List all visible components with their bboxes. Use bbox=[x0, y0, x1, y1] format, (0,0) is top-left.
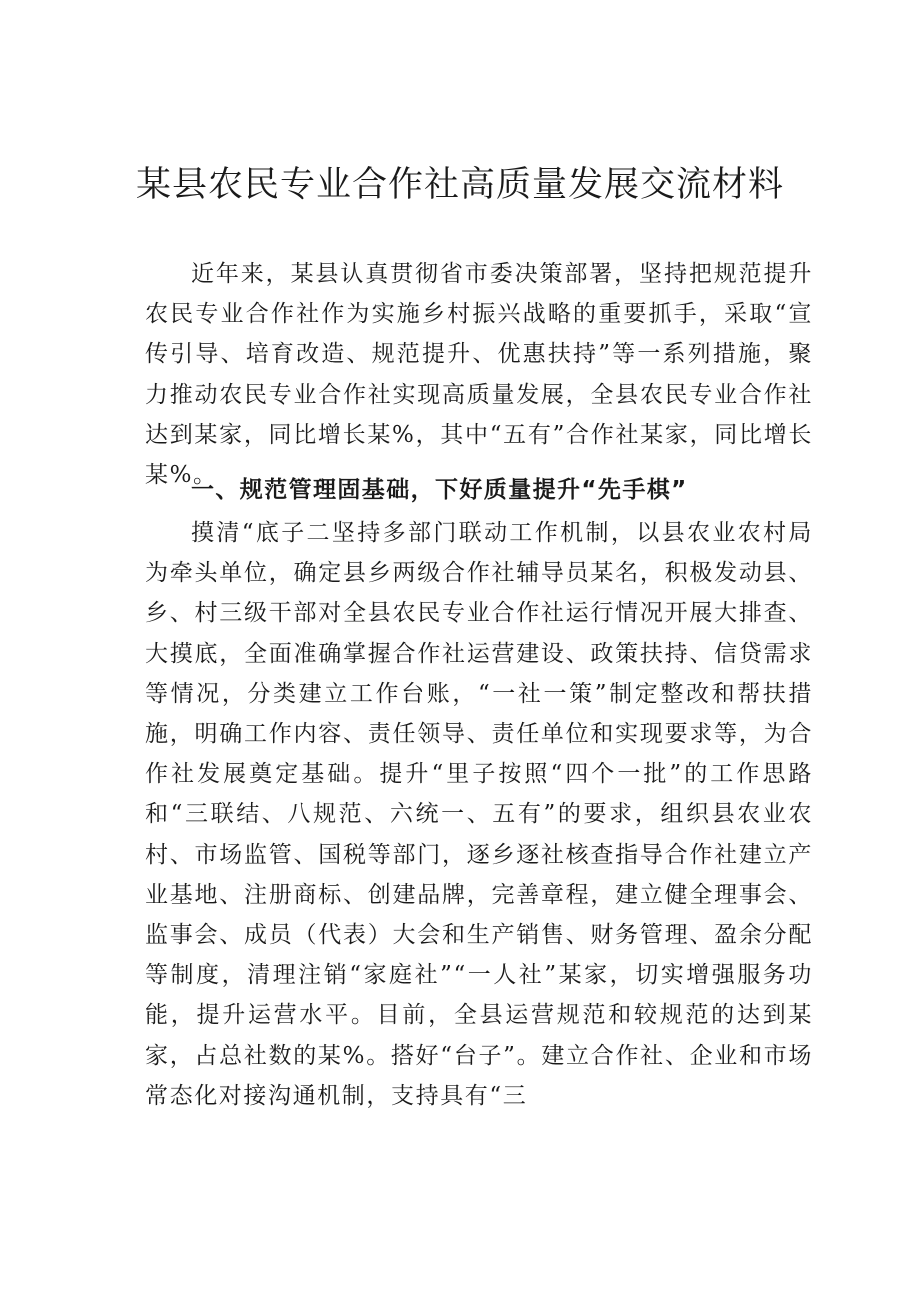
section-1-paragraph: 摸清“底子二坚持多部门联动工作机制，以县农业农村局为牵头单位，确定县乡两级合作社辅导员某名，积极发动县、乡、村三级干部对全县农民专业合作社运行情况开展大排查、大摸底，全面准确掌握合作社运营建设、政策扶持、信贷需求等情况，分类建立工作台账，“一社一策”制定整改和帮扶措施，明确工作内容、责任领导、责任单位和实现要求等，为合作社发展奠定基础。提升“里子按照“四个一批”的工作思路和“三联结、八规范、六统一、五有”的要求，组织县农业农村、市场监管、国税等部门，逐乡逐社核查指导合作社建立产业基地、注册商标、创建品牌，完善章程，建立健全理事会、监事会、成员（代表）大会和生产销售、财务管理、盈余分配等制度，清理注销“家庭社”“一人社”某家，切实增强服务功能，提升运营水平。目前，全县运营规范和较规范的达到某家，占总社数的某%。搭好“台子”。建立合作社、企业和市场常态化对接沟通机制，支持具有“三 bbox=[145, 520, 813, 1109]
intro-paragraph: 近年来，某县认真贯彻省市委决策部署，坚持把规范提升农民专业合作社作为实施乡村振兴战略的重要抓手，采取“宣传引导、培育改造、规范提升、优惠扶持”等一系列措施，聚力推动农民专业合作社实现高质量发展，全县农民专业合作社达到某家，同比增长某%，其中“五有”合作社某家，同比增长某%。 bbox=[145, 261, 813, 489]
section-heading-1: 一、规范管理固基础，下好质量提升“先手棋” bbox=[191, 477, 688, 503]
document-title: 某县农民专业合作社高质量发展交流材料 bbox=[135, 165, 784, 205]
